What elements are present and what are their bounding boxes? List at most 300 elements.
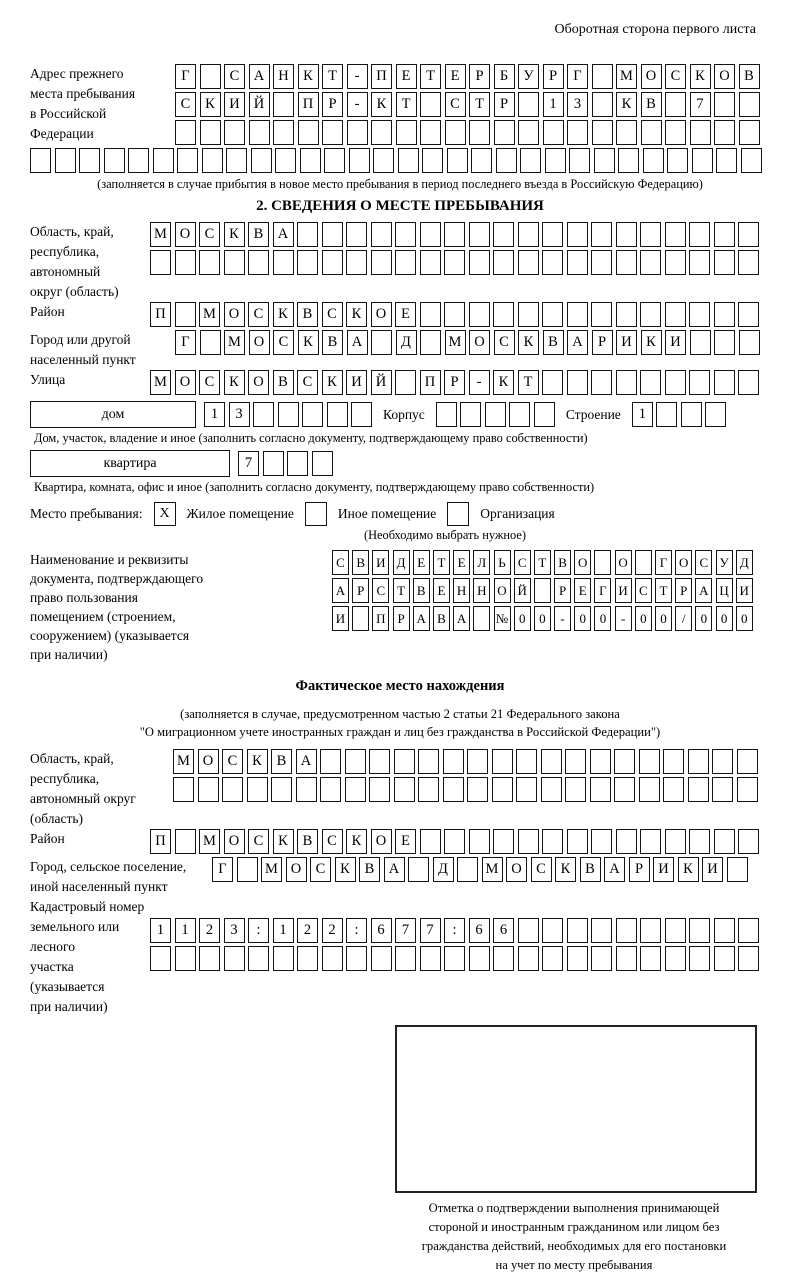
char-box[interactable] xyxy=(714,302,735,327)
char-box[interactable]: Н xyxy=(273,64,294,89)
char-box[interactable]: Р xyxy=(592,330,613,355)
char-box[interactable] xyxy=(300,148,321,173)
char-box[interactable]: К xyxy=(273,829,294,854)
char-box[interactable] xyxy=(567,302,588,327)
char-box[interactable] xyxy=(616,946,637,971)
char-box[interactable] xyxy=(177,148,198,173)
char-box[interactable]: 2 xyxy=(322,918,343,943)
char-box[interactable]: К xyxy=(616,92,637,117)
char-box[interactable] xyxy=(665,946,686,971)
char-box[interactable] xyxy=(369,777,390,802)
char-box[interactable] xyxy=(492,777,513,802)
char-box[interactable]: А xyxy=(384,857,405,882)
char-box[interactable] xyxy=(494,120,515,145)
char-box[interactable] xyxy=(394,777,415,802)
char-box[interactable] xyxy=(518,829,539,854)
char-box[interactable] xyxy=(237,857,258,882)
char-box[interactable]: О xyxy=(224,302,245,327)
char-box[interactable] xyxy=(297,250,318,275)
char-box[interactable]: М xyxy=(261,857,282,882)
char-box[interactable]: - xyxy=(347,64,368,89)
char-box[interactable] xyxy=(420,829,441,854)
char-box[interactable] xyxy=(371,330,392,355)
char-box[interactable] xyxy=(738,222,759,247)
char-box[interactable] xyxy=(251,148,272,173)
char-box[interactable]: О xyxy=(371,829,392,854)
char-box[interactable] xyxy=(349,148,370,173)
char-box[interactable] xyxy=(640,918,661,943)
char-box[interactable] xyxy=(418,749,439,774)
char-box[interactable] xyxy=(271,777,292,802)
char-box[interactable]: 0 xyxy=(635,606,652,631)
char-box[interactable]: Р xyxy=(543,64,564,89)
char-box[interactable]: И xyxy=(702,857,723,882)
char-box[interactable] xyxy=(275,148,296,173)
char-box[interactable]: К xyxy=(493,370,514,395)
char-box[interactable] xyxy=(518,946,539,971)
char-box[interactable] xyxy=(518,92,539,117)
char-box[interactable]: М xyxy=(224,330,245,355)
char-box[interactable] xyxy=(469,250,490,275)
char-box[interactable]: И xyxy=(224,92,245,117)
char-box[interactable]: 3 xyxy=(567,92,588,117)
char-box[interactable]: К xyxy=(273,302,294,327)
char-box[interactable] xyxy=(665,370,686,395)
char-box[interactable] xyxy=(518,302,539,327)
char-box[interactable]: С xyxy=(297,370,318,395)
char-box[interactable] xyxy=(592,120,613,145)
char-box[interactable] xyxy=(320,749,341,774)
char-box[interactable]: Й xyxy=(514,578,531,603)
char-box[interactable] xyxy=(55,148,76,173)
char-box[interactable] xyxy=(444,222,465,247)
char-box[interactable]: В xyxy=(413,578,430,603)
char-box[interactable] xyxy=(640,250,661,275)
char-box[interactable] xyxy=(739,330,760,355)
char-box[interactable]: И xyxy=(736,578,753,603)
char-box[interactable]: К xyxy=(224,222,245,247)
char-box[interactable]: О xyxy=(175,222,196,247)
char-box[interactable] xyxy=(395,370,416,395)
char-box[interactable] xyxy=(320,777,341,802)
char-box[interactable]: С xyxy=(531,857,552,882)
char-box[interactable] xyxy=(635,550,652,575)
char-box[interactable]: О xyxy=(224,829,245,854)
char-box[interactable] xyxy=(398,148,419,173)
char-box[interactable] xyxy=(714,120,735,145)
char-box[interactable]: О xyxy=(371,302,392,327)
char-box[interactable]: О xyxy=(286,857,307,882)
char-box[interactable] xyxy=(591,250,612,275)
char-box[interactable]: 7 xyxy=(420,918,441,943)
char-box[interactable]: К xyxy=(371,92,392,117)
stay-option-residential-checkbox[interactable]: X xyxy=(154,502,176,526)
char-box[interactable]: Т xyxy=(322,64,343,89)
char-box[interactable]: С xyxy=(445,92,466,117)
char-box[interactable] xyxy=(297,946,318,971)
char-box[interactable]: В xyxy=(554,550,571,575)
char-box[interactable]: М xyxy=(173,749,194,774)
char-box[interactable]: Е xyxy=(396,64,417,89)
char-box[interactable] xyxy=(273,92,294,117)
char-box[interactable]: С xyxy=(224,64,245,89)
char-box[interactable] xyxy=(534,402,555,427)
char-box[interactable] xyxy=(224,120,245,145)
char-box[interactable] xyxy=(738,302,759,327)
char-box[interactable] xyxy=(614,777,635,802)
char-box[interactable]: Г xyxy=(175,64,196,89)
char-box[interactable]: А xyxy=(695,578,712,603)
char-box[interactable]: А xyxy=(296,749,317,774)
char-box[interactable]: С xyxy=(273,330,294,355)
char-box[interactable]: С xyxy=(199,370,220,395)
char-box[interactable] xyxy=(689,918,710,943)
char-box[interactable] xyxy=(738,918,759,943)
char-box[interactable]: Г xyxy=(594,578,611,603)
char-box[interactable] xyxy=(347,120,368,145)
char-box[interactable]: Т xyxy=(518,370,539,395)
char-box[interactable] xyxy=(714,946,735,971)
char-box[interactable] xyxy=(296,777,317,802)
char-box[interactable] xyxy=(665,829,686,854)
char-box[interactable] xyxy=(467,749,488,774)
char-box[interactable]: Т xyxy=(396,92,417,117)
char-box[interactable] xyxy=(542,829,563,854)
char-box[interactable]: У xyxy=(716,550,733,575)
char-box[interactable] xyxy=(248,946,269,971)
char-box[interactable]: М xyxy=(482,857,503,882)
char-box[interactable] xyxy=(346,222,367,247)
char-box[interactable] xyxy=(443,749,464,774)
char-box[interactable] xyxy=(567,120,588,145)
char-box[interactable] xyxy=(640,222,661,247)
char-box[interactable] xyxy=(457,857,478,882)
char-box[interactable] xyxy=(485,402,506,427)
char-box[interactable] xyxy=(200,64,221,89)
char-box[interactable] xyxy=(518,222,539,247)
char-box[interactable] xyxy=(545,148,566,173)
char-box[interactable]: О xyxy=(641,64,662,89)
char-box[interactable] xyxy=(226,148,247,173)
char-box[interactable]: П xyxy=(372,606,389,631)
char-box[interactable] xyxy=(534,578,551,603)
char-box[interactable] xyxy=(591,302,612,327)
char-box[interactable] xyxy=(690,120,711,145)
char-box[interactable]: 6 xyxy=(493,918,514,943)
char-box[interactable]: Г xyxy=(655,550,672,575)
char-box[interactable] xyxy=(460,402,481,427)
char-box[interactable] xyxy=(640,946,661,971)
char-box[interactable]: 7 xyxy=(238,451,259,476)
char-box[interactable]: С xyxy=(322,829,343,854)
char-box[interactable] xyxy=(153,148,174,173)
char-box[interactable]: 0 xyxy=(574,606,591,631)
char-box[interactable] xyxy=(594,550,611,575)
char-box[interactable] xyxy=(616,829,637,854)
char-box[interactable]: А xyxy=(273,222,294,247)
char-box[interactable]: Р xyxy=(494,92,515,117)
char-box[interactable]: Т xyxy=(469,92,490,117)
char-box[interactable] xyxy=(688,749,709,774)
char-box[interactable] xyxy=(420,330,441,355)
char-box[interactable] xyxy=(640,370,661,395)
char-box[interactable] xyxy=(714,918,735,943)
char-box[interactable] xyxy=(493,946,514,971)
char-box[interactable] xyxy=(591,370,612,395)
char-box[interactable] xyxy=(714,222,735,247)
char-box[interactable] xyxy=(705,402,726,427)
char-box[interactable] xyxy=(541,777,562,802)
char-box[interactable] xyxy=(322,250,343,275)
char-box[interactable] xyxy=(542,946,563,971)
char-box[interactable] xyxy=(444,946,465,971)
char-box[interactable]: О xyxy=(574,550,591,575)
char-box[interactable] xyxy=(616,918,637,943)
char-box[interactable] xyxy=(469,120,490,145)
char-box[interactable]: : xyxy=(346,918,367,943)
char-box[interactable]: С xyxy=(222,749,243,774)
char-box[interactable] xyxy=(542,918,563,943)
char-box[interactable] xyxy=(543,120,564,145)
char-box[interactable]: А xyxy=(249,64,270,89)
char-box[interactable] xyxy=(665,120,686,145)
char-box[interactable]: Р xyxy=(469,64,490,89)
char-box[interactable] xyxy=(443,777,464,802)
char-box[interactable]: Р xyxy=(444,370,465,395)
char-box[interactable]: В xyxy=(273,370,294,395)
char-box[interactable]: 0 xyxy=(716,606,733,631)
char-box[interactable]: С xyxy=(175,92,196,117)
char-box[interactable]: А xyxy=(453,606,470,631)
char-box[interactable]: О xyxy=(714,64,735,89)
char-box[interactable]: В xyxy=(297,829,318,854)
char-box[interactable]: С xyxy=(372,578,389,603)
char-box[interactable]: 7 xyxy=(690,92,711,117)
char-box[interactable]: Л xyxy=(473,550,490,575)
char-box[interactable] xyxy=(322,946,343,971)
char-box[interactable]: Р xyxy=(554,578,571,603)
char-box[interactable]: - xyxy=(347,92,368,117)
char-box[interactable]: С xyxy=(322,302,343,327)
char-box[interactable] xyxy=(418,777,439,802)
char-box[interactable]: А xyxy=(332,578,349,603)
char-box[interactable] xyxy=(738,946,759,971)
char-box[interactable]: Г xyxy=(212,857,233,882)
char-box[interactable] xyxy=(447,148,468,173)
char-box[interactable]: 3 xyxy=(229,402,250,427)
char-box[interactable] xyxy=(616,222,637,247)
char-box[interactable] xyxy=(616,120,637,145)
char-box[interactable]: 0 xyxy=(695,606,712,631)
char-box[interactable]: И xyxy=(615,578,632,603)
char-box[interactable] xyxy=(689,222,710,247)
char-box[interactable] xyxy=(714,829,735,854)
char-box[interactable] xyxy=(493,829,514,854)
char-box[interactable]: К xyxy=(298,330,319,355)
char-box[interactable] xyxy=(689,370,710,395)
char-box[interactable] xyxy=(173,777,194,802)
char-box[interactable] xyxy=(346,250,367,275)
char-box[interactable] xyxy=(467,777,488,802)
char-box[interactable] xyxy=(516,749,537,774)
char-box[interactable]: Р xyxy=(352,578,369,603)
char-box[interactable] xyxy=(444,829,465,854)
char-box[interactable] xyxy=(739,92,760,117)
char-box[interactable]: О xyxy=(469,330,490,355)
char-box[interactable] xyxy=(690,330,711,355)
char-box[interactable]: - xyxy=(554,606,571,631)
char-box[interactable]: М xyxy=(616,64,637,89)
char-box[interactable]: Ь xyxy=(494,550,511,575)
char-box[interactable]: М xyxy=(150,222,171,247)
char-box[interactable]: Г xyxy=(567,64,588,89)
char-box[interactable]: 6 xyxy=(371,918,392,943)
char-box[interactable]: К xyxy=(224,370,245,395)
char-box[interactable] xyxy=(663,777,684,802)
char-box[interactable] xyxy=(420,302,441,327)
char-box[interactable] xyxy=(639,777,660,802)
char-box[interactable] xyxy=(422,148,443,173)
char-box[interactable] xyxy=(395,222,416,247)
char-box[interactable]: К xyxy=(346,302,367,327)
char-box[interactable] xyxy=(689,250,710,275)
char-box[interactable] xyxy=(714,250,735,275)
char-box[interactable]: 0 xyxy=(736,606,753,631)
char-box[interactable] xyxy=(302,402,323,427)
char-box[interactable]: 1 xyxy=(632,402,653,427)
char-box[interactable] xyxy=(175,829,196,854)
char-box[interactable] xyxy=(473,606,490,631)
char-box[interactable] xyxy=(30,148,51,173)
char-box[interactable] xyxy=(688,777,709,802)
char-box[interactable] xyxy=(616,250,637,275)
char-box[interactable] xyxy=(567,946,588,971)
char-box[interactable] xyxy=(591,946,612,971)
char-box[interactable]: Е xyxy=(433,578,450,603)
char-box[interactable]: С xyxy=(665,64,686,89)
char-box[interactable]: А xyxy=(567,330,588,355)
char-box[interactable] xyxy=(714,92,735,117)
char-box[interactable] xyxy=(175,946,196,971)
char-box[interactable]: С xyxy=(248,829,269,854)
char-box[interactable]: Н xyxy=(453,578,470,603)
char-box[interactable]: Т xyxy=(655,578,672,603)
char-box[interactable]: С xyxy=(199,222,220,247)
char-box[interactable] xyxy=(616,370,637,395)
char-box[interactable] xyxy=(352,606,369,631)
char-box[interactable]: В xyxy=(359,857,380,882)
char-box[interactable]: О xyxy=(249,330,270,355)
char-box[interactable]: П xyxy=(150,829,171,854)
char-box[interactable]: Р xyxy=(393,606,410,631)
char-box[interactable]: О xyxy=(506,857,527,882)
char-box[interactable] xyxy=(518,250,539,275)
char-box[interactable]: 1 xyxy=(175,918,196,943)
char-box[interactable]: О xyxy=(675,550,692,575)
char-box[interactable]: М xyxy=(199,829,220,854)
char-box[interactable] xyxy=(692,148,713,173)
char-box[interactable] xyxy=(591,829,612,854)
char-box[interactable] xyxy=(591,918,612,943)
char-box[interactable]: К xyxy=(298,64,319,89)
stay-option-other-checkbox[interactable] xyxy=(305,502,327,526)
char-box[interactable] xyxy=(445,120,466,145)
char-box[interactable]: М xyxy=(445,330,466,355)
char-box[interactable]: Д xyxy=(433,857,454,882)
char-box[interactable]: - xyxy=(469,370,490,395)
char-box[interactable]: А xyxy=(413,606,430,631)
char-box[interactable] xyxy=(727,857,748,882)
char-box[interactable]: 0 xyxy=(655,606,672,631)
char-box[interactable] xyxy=(590,777,611,802)
char-box[interactable] xyxy=(541,749,562,774)
char-box[interactable]: / xyxy=(675,606,692,631)
char-box[interactable] xyxy=(641,120,662,145)
char-box[interactable] xyxy=(371,946,392,971)
char-box[interactable]: Е xyxy=(395,829,416,854)
char-box[interactable]: И xyxy=(332,606,349,631)
char-box[interactable] xyxy=(287,451,308,476)
char-box[interactable] xyxy=(618,148,639,173)
char-box[interactable] xyxy=(200,120,221,145)
char-box[interactable]: 0 xyxy=(594,606,611,631)
char-box[interactable]: С xyxy=(695,550,712,575)
char-box[interactable] xyxy=(741,148,762,173)
char-box[interactable]: В xyxy=(322,330,343,355)
char-box[interactable]: К xyxy=(322,370,343,395)
char-box[interactable] xyxy=(420,250,441,275)
char-box[interactable] xyxy=(518,120,539,145)
char-box[interactable] xyxy=(371,222,392,247)
char-box[interactable]: П xyxy=(298,92,319,117)
char-box[interactable]: И xyxy=(372,550,389,575)
char-box[interactable]: 1 xyxy=(150,918,171,943)
char-box[interactable]: Б xyxy=(494,64,515,89)
char-box[interactable] xyxy=(469,222,490,247)
char-box[interactable] xyxy=(640,829,661,854)
char-box[interactable] xyxy=(542,370,563,395)
char-box[interactable] xyxy=(444,302,465,327)
char-box[interactable] xyxy=(420,946,441,971)
char-box[interactable]: В xyxy=(271,749,292,774)
char-box[interactable] xyxy=(516,777,537,802)
char-box[interactable]: 7 xyxy=(395,918,416,943)
char-box[interactable]: А xyxy=(604,857,625,882)
char-box[interactable] xyxy=(520,148,541,173)
char-box[interactable]: К xyxy=(555,857,576,882)
char-box[interactable]: М xyxy=(150,370,171,395)
char-box[interactable] xyxy=(493,250,514,275)
char-box[interactable] xyxy=(371,120,392,145)
char-box[interactable] xyxy=(591,222,612,247)
char-box[interactable]: В xyxy=(433,606,450,631)
char-box[interactable] xyxy=(689,829,710,854)
char-box[interactable]: В xyxy=(248,222,269,247)
char-box[interactable]: В xyxy=(297,302,318,327)
char-box[interactable] xyxy=(420,92,441,117)
char-box[interactable] xyxy=(408,857,429,882)
char-box[interactable] xyxy=(567,250,588,275)
char-box[interactable] xyxy=(373,148,394,173)
char-box[interactable]: И xyxy=(616,330,637,355)
char-box[interactable] xyxy=(175,120,196,145)
char-box[interactable]: С xyxy=(332,550,349,575)
char-box[interactable] xyxy=(420,222,441,247)
char-box[interactable] xyxy=(542,302,563,327)
char-box[interactable]: - xyxy=(615,606,632,631)
char-box[interactable] xyxy=(104,148,125,173)
char-box[interactable] xyxy=(712,749,733,774)
